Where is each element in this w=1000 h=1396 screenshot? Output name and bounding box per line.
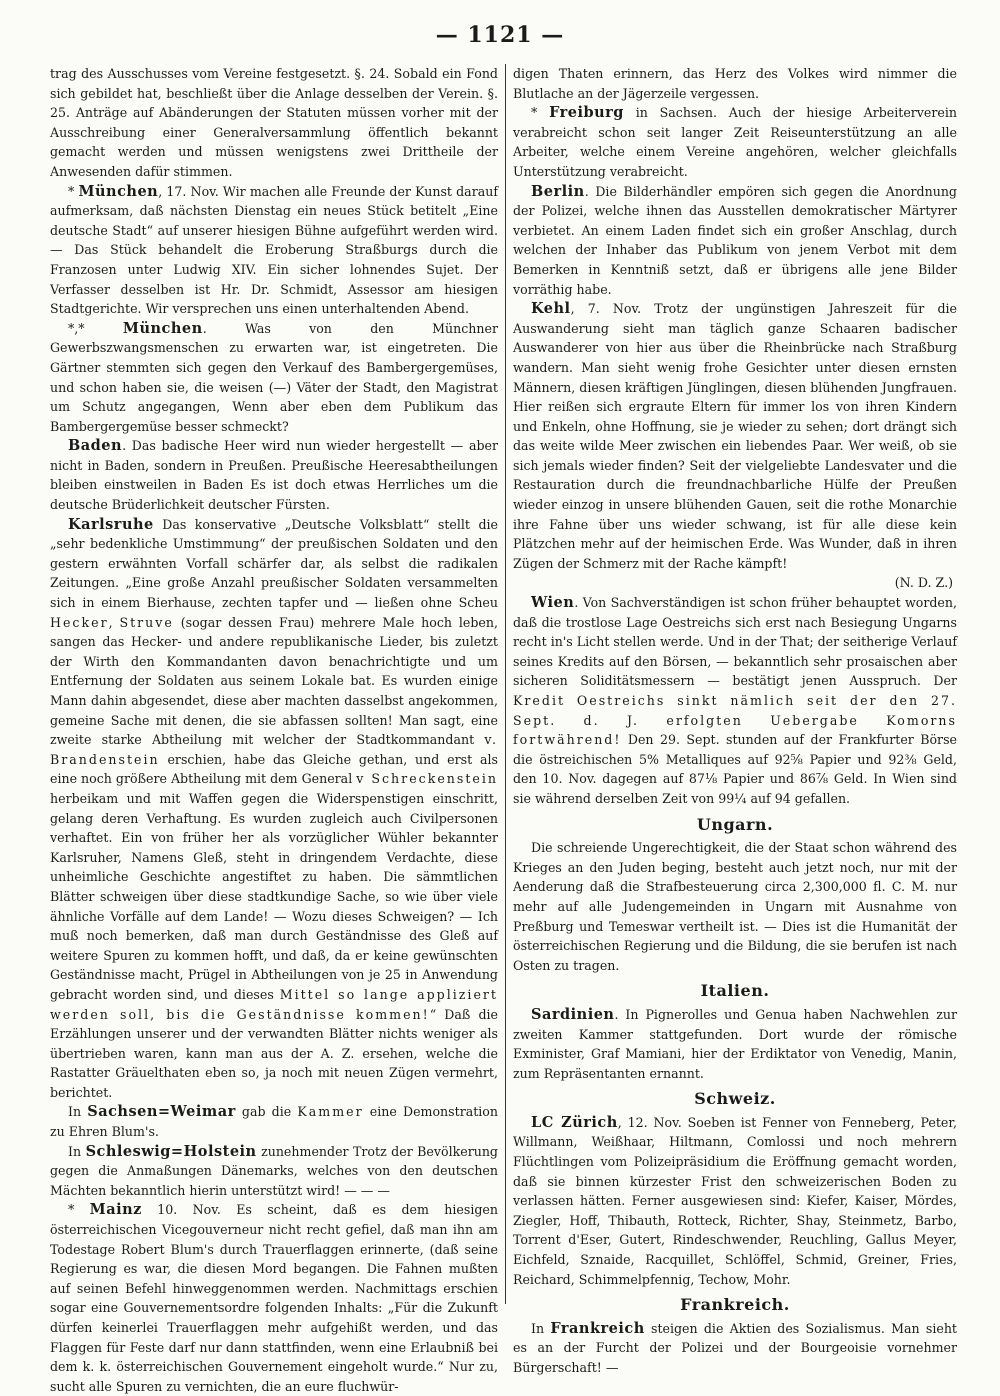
article-statutes-end: trag des Ausschusses vom Vereine festgesetzt. §. 24. Sobald ein Fond sich gebildet hat, beschließt über die Anlage desselben der Verein. §. 25. Anträge auf Abänderungen der Statuten müssen vorher mit der Ausschreibung einer Generalversammlung öffentlich bekannt gemacht werden und müssen wenigstens zwei Drittheile der Anwesenden dafür stimmen. [50, 66, 498, 179]
page-number: — 1121 — [435, 22, 565, 48]
dateline-baden: Baden [68, 437, 123, 455]
article-schleswig-holstein [50, 1142, 498, 1201]
article-text: zunehmender Trotz der Bevölkerung gegen die Anmaßungen Dänemarks, welches von den deutschen Mächten bekanntlich hierin unterstützt wird! — — — [50, 1143, 498, 1198]
dateline-muenchen-2: München [122, 319, 203, 337]
right-column [513, 64, 957, 1375]
article-frankreich [513, 1319, 957, 1378]
section-title-italien: Italien. [700, 981, 770, 1001]
article-text: eine Demonstration zu Ehren Blum's. [50, 1104, 499, 1140]
article-text: In [531, 1320, 551, 1336]
article-muenchen-1 [50, 182, 498, 319]
article-text: , 7. Nov. Trotz der ungünstigen Jahreszeit für die Auswanderung sieht man täglich ganze Schaaren badischer Auswanderer von hier aus über die Rheinbrücke nach Straßburg wandern. Man sieht wenig frohe Gesichter unter diesen ernsten Männern, diesen kräftigen Jünglingen, diesen blühenden Jungfrauen. Hier reißen sich ergraute Eltern für immer los von ihren Kindern und Enkeln, ohne Hoffnung, sie je wieder zu sehen; dort drängt sich das weite wilde Meer zwischen ein liebendes Paar. Wer weiß, ob sie sich jemals wieder finden? Seit der vielgeliebte Landesvater und die Restauration durch die freundnachbarliche Hülfe der Preußen wieder einzog in unsere blühenden Gauen, seit die rothe Monarchie ihre Fahne über uns wieder schwang, ist für alle diese kein Plätzchen mehr auf der heimischen Erde. Was Wunder, daß in ihren Zügen der Schmerz mit der Rache kämpft! [513, 301, 957, 571]
article-text: gab die [235, 1104, 298, 1120]
section-title-ungarn: Ungarn. [696, 814, 774, 834]
dateline-sachsen-weimar: Sachsen=Weimar [87, 1103, 236, 1121]
article-mainz-continued: digen Thaten erinnern, das Herz des Volkes wird nimmer die Blutlache an der Jägerzeile vergessen. [513, 66, 957, 101]
dateline-sardinien: Sardinien [531, 1005, 615, 1023]
dateline-berlin: Berlin [531, 182, 585, 200]
dateline-mainz: Mainz [89, 1201, 142, 1219]
article-text: in Sachsen. Auch der hiesige Arbeiterverein verabreicht schon seit langer Zeit Reiseunterstützung an alle Arbeiter, welche einem Vereine angehören, welcher gleichfalls Unterstützung verabreicht. [513, 105, 957, 179]
article-text: erschien, habe das Gleiche gethan, und erst als eine noch größere Abtheilung mit dem General [50, 751, 498, 787]
article-text: , [108, 614, 120, 630]
article-karlsruhe [50, 515, 498, 1103]
article-text: 10. Nov. Es scheint, daß es dem hiesigen österreichischen Vicegouverneur nicht recht gefiel, daß man ihn am Todestage Robert Blum's durch Trauerflaggen erinnerte, (daß seine Regierung es war, die diesen Mord begangen. Die Fahnen mußten auf seinen Befehl hinweggenommen werden. Nachmittags erschien sogar eine Gouvernementsordre folgenden Inhalts: „Für die Zukunft dürfen keinerlei Trauerflaggen mehr aufgehißt werden, und das Flaggen für Feste darf nur dann stattfinden, wenn eine Erlaubniß bei dem k. k. österreichischen Gouvernement eingeholt wurde.“ Nur zu, sucht alle Spuren zu vernichten, die an eure fluchwür- [50, 1202, 498, 1394]
name-brandenstein: v. Brandenstein [50, 732, 498, 767]
article-text: In [68, 1104, 88, 1120]
dateline-muenchen-1: München [78, 182, 159, 200]
article-text: Den 29. Sept. stunden auf der Frankfurter Börse die östreichischen 5% Metalliques auf 92⅝ Papier und 92⅜ Geld, den 10. Nov. dagegen auf 87⅛ Papier und 86⅞ Geld. In Wien sind sie während derselben Zeit von 99¼ auf 94 gefallen. [513, 732, 957, 806]
article-text: (sogar dessen Frau) mehrere Male hoch leben, sangen das Hecker- und andere republikanische Lieder, bis zuletzt der Wirth den Kommandanten davon benachrichtigte und um Entfernung der Soldaten aus seinem Lokale bat. Es wurden einige Mann dahin abgesendet, diese aber machten dasselbst angekommen, gemeine Sache mit denen, die sie abfassen sollten! Man sagt, eine zweite starke Abtheilung mit welcher der Stadtkommandant [50, 614, 499, 748]
article-zuerich [513, 1113, 957, 1289]
article-baden [50, 436, 498, 514]
star-mark: *,* [68, 320, 123, 336]
dateline-karlsruhe: Karlsruhe [68, 515, 154, 533]
dateline-zuerich: LC Zürich [531, 1113, 618, 1131]
dateline-kehl: Kehl [531, 300, 571, 318]
name-hecker: Hecker [50, 614, 109, 630]
star-mark: * [68, 1202, 90, 1218]
article-mainz [50, 1200, 498, 1396]
article-sardinien [513, 1005, 957, 1083]
article-freiburg [513, 103, 957, 181]
name-struve: Struve [119, 614, 174, 630]
emphasis-kammer: Kammer [297, 1104, 364, 1120]
article-berlin [513, 182, 957, 300]
star-mark: * [68, 183, 79, 199]
article-text: “ Daß die Erzählungen unserer und der verwandten Blätter nichts weniger als übertrieben waren, kann man aus der A. Z. ersehen, welche die Rastatter Gräuelthaten eben so, ja noch mit neuen Zügen vermehrt, berichtet. [50, 1006, 498, 1100]
article-muenchen-2 [50, 319, 498, 437]
article-text: . In Pignerolles und Genua haben Nachwehlen zur zweiten Kammer stattgefunden. Dort wurde der römische Exminister, Graf Mamiani, hier der Erdiktator von Venedig, Manin, zum Repräsentanten ernannt. [513, 1006, 957, 1081]
section-title-frankreich: Frankreich. [680, 1295, 790, 1315]
article-text: . Das badische Heer wird nun wieder hergestellt — aber nicht in Baden, sondern in Preußen. Preußische Heeresabtheilungen bleiben einstweilen in Baden Es ist doch etwas Herrliches um die deutsche Brüderlichkeit deutscher Fürsten. [50, 438, 498, 513]
article-text: herbeikam und mit Waffen gegen die Widerspenstigen einschritt, gelang deren Verhaftung. Es wurden zugleich auch Civilpersonen verhaftet. Ein von früher her als vorzüglicher Wühler bekannter Karlsruher, Namens Gleß, steht in dringendem Verdachte, diese unheimliche Geschichte angestiftet zu haben. Die sämmtlichen Blätter schweigen über diese stadtkundige Sache, so wie über viele ähnliche Vorfälle auf dem Lande! — Wozu dieses Schweigen? — Ich muß noch bemerken, daß man durch Geständnisse des Gleß auf weitere Spuren zu kommen hofft, und daß, da er keine gewünschten Geständnisse macht, Prügel in Abtheilungen von je 25 in Anwendung gebracht worden sind, und dieses [50, 790, 498, 1002]
source-citation: (N. D. Z.) [894, 575, 953, 591]
article-text: In [68, 1143, 86, 1159]
article-text: . Die Bilderhändler empören sich gegen die Anordnung der Polizei, welche ihnen das Ausstellen demokratischer Märtyrer verbietet. An einem Laden findet sich ein großer Anschlag, durch welchen der Inhaber das Publikum von jenem Verbot mit dem Bemerken in Kenntniß setzt, daß er übrigens alle jene Bilder vorräthig habe. [513, 183, 957, 297]
column-divider [505, 64, 506, 1304]
article-text: . Was von den Münchner Gewerbszwangsmenschen zu erwarten war, ist eingetreten. Die Gärtner stemmten sich gegen den Verkauf des Bambergergemüses, und schon haben sie, die weisen (—) Väter der Stadt, den Magistrat um Schutz angegangen, Wenn aber eben dem Publikum das Bambergergemüse besser schmeckt? [50, 320, 498, 434]
article-kehl [513, 299, 957, 573]
dateline-wien: Wien [531, 594, 575, 612]
article-text: steigen die Aktien des Sozialismus. Man sieht es an der Furcht der Polizei und der Bourgeoisie vornehmer Bürgerschaft! — [513, 1320, 957, 1375]
article-text: , 17. Nov. Wir machen alle Freunde der Kunst darauf aufmerksam, daß nächsten Dienstag ein neues Stück betitelt „Eine deutsche Stadt“ auf unserer hiesigen Bühne aufgeführt werden wird. — Das Stück behandelt die Eroberung Straßburgs durch die Franzosen unter Ludwig XIV. Ein sicher lohnendes Sujet. Der Verfasser desselben ist Hr. Dr. Schmidt, Assessor am hiesigen Stadtgerichte. Wir versprechen uns einen unterhaltenden Abend. [50, 183, 498, 317]
article-text: , 12. Nov. Soeben ist Fenner von Fenneberg, Peter, Willmann, Weißhaar, Hiltmann, Comlossi und noch mehrern Flüchtlingen vom Polizeipräsidium die Eröffnung gemacht worden, daß sie binnen kürzester Frist den schweizerischen Boden zu verlassen hätten. Ferner ausgewiesen sind: Kiefer, Kaiser, Mördes, Ziegler, Hoff, Thibauth, Rotteck, Richter, Shay, Steinmetz, Barbo, Torrent d'Eser, Gutert, Rindeschwender, Reuchling, Gallus Meyer, Eichfeld, Sznaide, Racquillet, Schlöffel, Schmid, Greiner, Fries, Reichard, Schimmelpfennig, Techow, Mohr. [513, 1114, 957, 1287]
article-text: . Von Sachverständigen ist schon früher behauptet worden, daß die trostlose Lage Oestreichs sich erst nach Besiegung Ungarns recht in's Licht stellen werde. Und in der That; der seitherige Verlauf seines Kredits auf den Börsen, — bekanntlich sehr prosaischen aber sicheren Soliditätsmessern — bestätigt jenen Ausspruch. Der [513, 595, 957, 689]
left-column [50, 64, 499, 1394]
emphasis-mittel: Mittel so lange appliziert werden soll, bis die Geständnisse kommen! [50, 986, 498, 1022]
article-sachsen-weimar [50, 1102, 498, 1141]
name-schreckenstein: v Schreckenstein [356, 771, 499, 787]
dateline-frankreich: Frankreich [550, 1319, 645, 1337]
article-text: Das konservative „Deutsche Volksblatt“ stellt die „sehr bedenkliche Umstimmung“ der preußischen Soldaten und den gestern erwähnten Vorfall schärfer dar, als selbst die radikalen Zeitungen. „Eine große Anzahl preußischer Soldaten versammelten sich in einem Bierhause, zechten tapfer und — ließen ohne Scheu [50, 516, 498, 611]
article-ungarn: Die schreiende Ungerechtigkeit, die der Staat schon während des Krieges an den Juden beging, besteht auch jetzt noch, nur mit der Aenderung daß die Strafbesteuerung circa 2,300,000 fl. C. M. nur mehr auf alle Judengemeinden in Ungarn mit Ausnahme von Preßburg und Temeswar vertheilt ist. — Dies ist die Humanität der österreichischen Regierung und die Bildung, die sie berufen ist nach Osten zu tragen. [513, 840, 957, 973]
star-mark: * [531, 105, 550, 121]
emphasis-kredit: Kredit Oestreichs sinkt nämlich seit der den 27. Sept. d. J. erfolgten Uebergabe Komorns fortwährend! [513, 693, 957, 748]
dateline-freiburg: Freiburg [549, 104, 624, 122]
article-wien [513, 593, 957, 809]
dateline-schleswig-holstein: Schleswig=Holstein [85, 1142, 257, 1160]
section-title-schweiz: Schweiz. [694, 1089, 776, 1109]
